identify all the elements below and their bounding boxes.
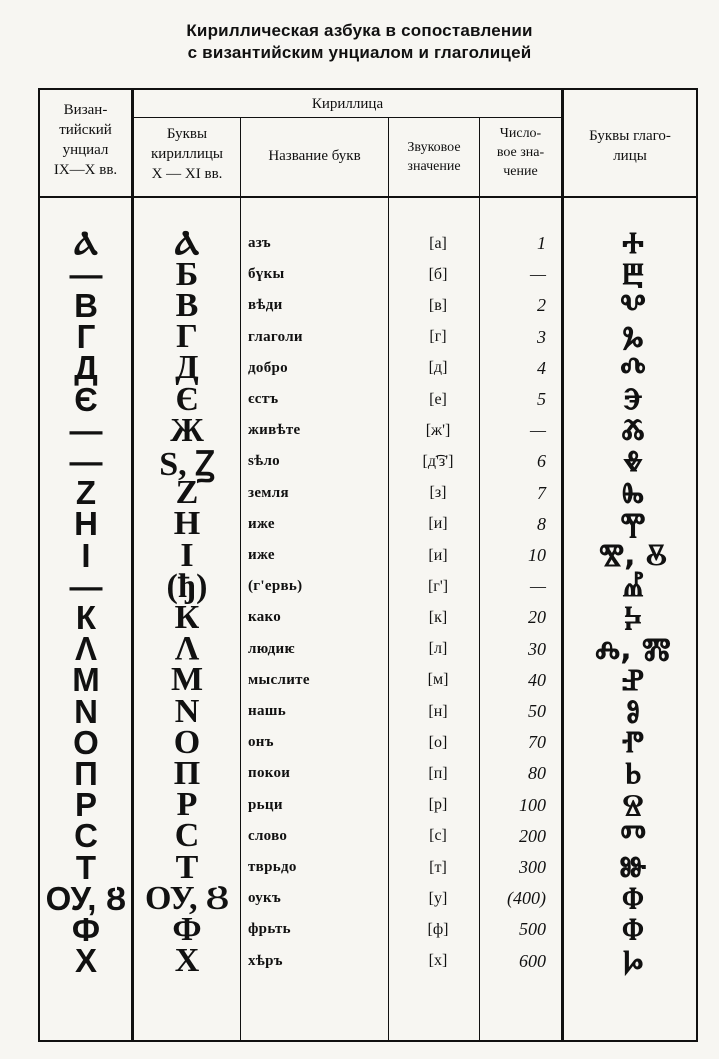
- sound-value: [г]: [429, 328, 447, 346]
- letter-name: земля: [248, 484, 289, 501]
- glagolitic-letter: Ⰴ: [620, 350, 646, 386]
- glagolitic-letter: Ⰷ: [623, 444, 643, 480]
- letter-name: покои: [248, 765, 291, 782]
- table-row: [38, 879, 698, 917]
- table-row: [38, 380, 698, 418]
- sound-value: [р]: [428, 796, 448, 814]
- cyrillic-letter: Ф: [172, 910, 202, 948]
- letter-name: слово: [248, 827, 288, 844]
- numeric-value: —: [529, 420, 546, 441]
- numeric-value: (400): [507, 888, 546, 909]
- glagolitic-letter: Ⱀ: [621, 662, 645, 698]
- glagolitic-letter: Ⰼ: [622, 569, 644, 605]
- numeric-value: 30: [528, 638, 546, 659]
- glagolitic-letter: Ⱄ: [622, 787, 644, 823]
- table-row: [38, 817, 698, 855]
- byzantine-letter: —: [69, 442, 103, 480]
- numeric-value: 80: [528, 763, 546, 784]
- letter-name: рьци: [248, 796, 283, 813]
- table-row: [38, 786, 698, 824]
- sound-value: [е]: [429, 390, 447, 408]
- cyrillic-letter: N: [174, 692, 200, 730]
- table-row: [38, 474, 698, 512]
- cyrillic-group-underline: [133, 117, 563, 118]
- cyrillic-letter: Ѕ, Ꙁ: [159, 445, 215, 483]
- glagolitic-letter: Ⱂ: [621, 725, 645, 761]
- numeric-value: 100: [519, 794, 546, 815]
- byzantine-letter: Р: [74, 786, 97, 824]
- byzantine-letter: С: [74, 817, 98, 855]
- table-top-border: [38, 88, 698, 90]
- header-byzantine: Визан- тийский унциал IX—X вв.: [53, 102, 118, 178]
- table-row: [38, 723, 698, 761]
- table-row: [38, 411, 698, 449]
- cyrillic-letter: Ж: [170, 411, 204, 449]
- numeric-value: 20: [528, 607, 546, 628]
- letter-name: фрьть: [248, 921, 291, 938]
- byzantine-letter: Λ: [74, 630, 97, 668]
- byzantine-letter: Ⲁ: [74, 224, 98, 261]
- glagolitic-letter: Ⱅ: [620, 818, 646, 854]
- cyrillic-letter: Х: [174, 942, 200, 980]
- letter-name: онъ: [248, 734, 274, 751]
- glagolitic-letter: Ⰲ: [620, 288, 646, 324]
- sound-value: [с]: [429, 827, 447, 845]
- letter-name: бүкы: [248, 266, 285, 283]
- glagolitic-letter: Ⱈ: [622, 943, 644, 979]
- sound-value: [з]: [429, 484, 447, 502]
- cyrillic-letter: О: [173, 723, 201, 761]
- table-row: [38, 442, 698, 483]
- byzantine-letter: О: [73, 723, 99, 761]
- byzantine-letter: Н: [74, 505, 98, 543]
- glagolitic-letter: Ⰽ: [624, 600, 642, 636]
- numeric-value: 40: [528, 669, 546, 690]
- letter-name: азъ: [248, 235, 271, 251]
- table-row: [38, 536, 698, 574]
- numeric-value: 10: [528, 545, 546, 565]
- table-row: [38, 255, 698, 293]
- table-row: [38, 286, 698, 324]
- numeric-value: 200: [519, 825, 546, 846]
- byzantine-letter: —: [69, 255, 103, 293]
- sound-value: [и]: [428, 546, 448, 564]
- numeric-value: 6: [537, 451, 546, 472]
- cyrillic-letter: К: [174, 598, 200, 636]
- sound-value: [у]: [428, 889, 448, 907]
- table-row: [38, 848, 698, 886]
- cyrillic-letter: Т: [175, 848, 199, 886]
- glagolitic-letter: Ⰵ: [623, 382, 643, 417]
- sound-value: [п]: [428, 764, 448, 782]
- byzantine-letter: Є: [74, 380, 98, 418]
- table-row: [38, 910, 698, 948]
- title-line-2: с византийским унциалом и глаголицей: [187, 43, 532, 62]
- cyrillic-letter: С: [174, 817, 200, 855]
- table-row: [38, 598, 698, 636]
- numeric-value: 5: [537, 389, 546, 409]
- glagolitic-letter: Ⱇ: [622, 912, 644, 948]
- numeric-value: 50: [528, 701, 546, 721]
- cyrillic-letter: Ⲁ: [174, 224, 200, 262]
- header-number: Число- вое зна- чение: [496, 126, 545, 179]
- sound-value: [ф]: [427, 920, 449, 938]
- sound-value: [г']: [427, 577, 449, 595]
- table-row: [38, 349, 698, 387]
- numeric-value: 4: [537, 357, 546, 378]
- glagolitic-letter: Ⰳ: [622, 319, 644, 355]
- cyrillic-letter: П: [173, 754, 201, 792]
- letter-name: како: [248, 609, 282, 626]
- sound-value: [т]: [429, 858, 447, 876]
- byzantine-letter: Г: [76, 318, 96, 356]
- sound-value: [н]: [428, 702, 448, 720]
- letter-name: нашь: [248, 703, 286, 719]
- table-row: [38, 630, 698, 668]
- sound-value: [м]: [427, 671, 449, 689]
- letter-name: єстъ: [248, 391, 279, 407]
- letter-name: иже: [248, 547, 275, 563]
- header-cyrillic-group: Кириллица: [311, 96, 384, 112]
- cyrillic-letter: Λ: [174, 630, 200, 668]
- sound-value: [х]: [428, 952, 448, 970]
- header-bottom-border: [38, 196, 698, 198]
- sound-value: [в]: [428, 296, 448, 314]
- byzantine-letter: К: [75, 598, 97, 636]
- glagolitic-letter: Ⱆ: [619, 850, 647, 885]
- sound-value: [и]: [428, 515, 448, 533]
- numeric-value: 1: [537, 233, 546, 253]
- numeric-value: 3: [537, 326, 546, 347]
- letter-name: добро: [248, 359, 288, 376]
- letter-name: (г'ервь): [248, 578, 303, 595]
- table-row: [38, 318, 698, 356]
- glagolitic-letter: Ⱃ: [624, 756, 642, 792]
- numeric-value: 300: [519, 857, 546, 877]
- cyrillic-letter: Є: [175, 380, 199, 418]
- cyrillic-letter: Р: [176, 786, 198, 824]
- sound-value: [ж']: [425, 421, 451, 439]
- numeric-value: —: [529, 576, 546, 597]
- sound-value: [б]: [428, 265, 448, 283]
- cyrillic-letter: Z: [175, 474, 199, 512]
- numeric-value: 70: [528, 732, 546, 753]
- glagolitic-letter: Ⰸ: [622, 475, 644, 511]
- glagolitic-letter: Ⰾ, Ⰿ: [595, 631, 671, 667]
- glagolitic-letter: Ⱇ: [622, 881, 644, 917]
- header-letters: Буквы кириллицы X — XI вв.: [151, 126, 223, 182]
- byzantine-letter: N: [74, 692, 98, 730]
- letter-name: ѕѣло: [248, 453, 280, 470]
- cyrillic-letter: Г: [176, 318, 198, 356]
- byzantine-letter: М: [72, 661, 100, 699]
- cyrillic-letter: ОУ, Ȣ: [145, 879, 229, 917]
- letter-name: вѣди: [248, 297, 283, 314]
- cyrillic-letter: (ђ): [166, 567, 208, 605]
- table-row: [38, 754, 698, 792]
- table-row: [38, 661, 698, 699]
- cyrillic-letter: Д: [175, 349, 199, 387]
- letter-name: иже: [248, 515, 275, 532]
- table-row: [38, 224, 698, 262]
- letter-name: людиѥ: [248, 640, 295, 657]
- table-bottom-border: [38, 1040, 698, 1042]
- numeric-value: 7: [537, 482, 546, 503]
- glagolitic-letter: Ⰹ: [620, 506, 646, 542]
- sound-value: [д͡'з']: [422, 452, 454, 470]
- byzantine-letter: В: [74, 286, 98, 324]
- title-line-1: Кириллическая азбука в сопоставлении: [186, 21, 533, 40]
- cyrillic-letter: В: [175, 286, 199, 324]
- sound-value: [о]: [428, 733, 448, 751]
- glagolitic-letter: Ⰰ: [622, 226, 644, 261]
- byzantine-letter: —: [69, 411, 103, 449]
- sound-value: [а]: [429, 234, 447, 252]
- cyrillic-letter: Н: [173, 505, 201, 543]
- sound-value: [к]: [428, 608, 448, 626]
- sound-value: [л]: [428, 640, 448, 658]
- table-row: [38, 505, 698, 543]
- glagolitic-letter: Ⰶ: [621, 413, 645, 449]
- page-title: [0, 20, 719, 64]
- byzantine-letter: П: [74, 754, 98, 792]
- numeric-value: 2: [537, 295, 546, 316]
- letter-name: глаголи: [248, 328, 303, 345]
- glagolitic-letter: Ⰺ, Ⰻ: [599, 538, 667, 573]
- sound-value: [д]: [428, 359, 448, 377]
- numeric-value: —: [529, 264, 546, 285]
- byzantine-letter: Т: [75, 848, 97, 886]
- table-row: [38, 942, 698, 980]
- glagolitic-letter: Ⰱ: [622, 257, 644, 293]
- cyrillic-letter: Б: [175, 255, 199, 293]
- byzantine-letter: Ф: [71, 910, 101, 948]
- byzantine-letter: Z: [75, 474, 97, 512]
- glagolitic-letter: Ⱁ: [625, 694, 641, 729]
- letter-name: живѣте: [248, 422, 301, 439]
- byzantine-letter: Х: [74, 942, 97, 980]
- header-name: Название букв: [268, 148, 361, 164]
- header-glagolitic: Буквы глаго- лицы: [589, 128, 671, 164]
- byzantine-letter: —: [69, 567, 103, 605]
- numeric-value: 8: [537, 513, 546, 534]
- numeric-value: 600: [519, 950, 546, 971]
- cyrillic-letter: І: [180, 536, 194, 574]
- table-row: [38, 692, 698, 730]
- numeric-value: 500: [519, 919, 546, 940]
- cyrillic-letter: М: [170, 661, 204, 699]
- letter-name: тврьдо: [248, 859, 297, 875]
- letter-name: мыслите: [248, 671, 310, 688]
- letter-name: хѣръ: [248, 952, 283, 969]
- letter-name: оукъ: [248, 890, 282, 907]
- byzantine-letter: Д: [74, 349, 98, 387]
- byzantine-letter: І: [81, 536, 91, 574]
- header-sound: Звуковое значение: [407, 140, 461, 174]
- table-row: [38, 567, 698, 605]
- byzantine-letter: ОУ, Ȣ: [45, 879, 127, 917]
